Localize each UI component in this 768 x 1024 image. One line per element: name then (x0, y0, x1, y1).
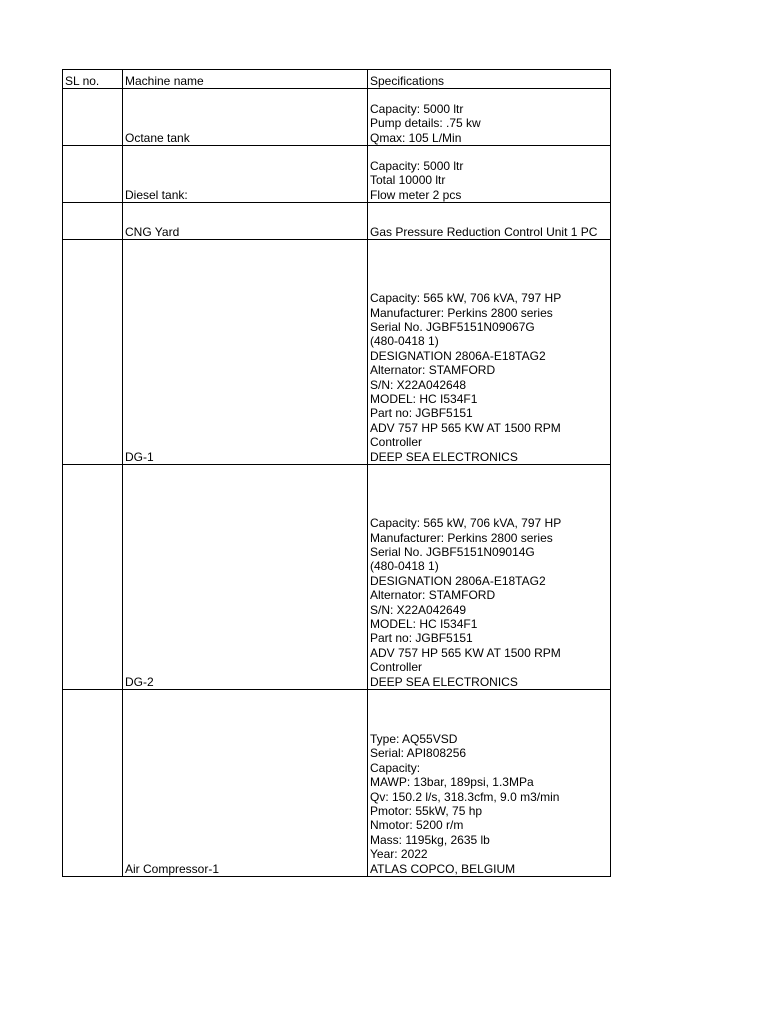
spec-line: S/N: X22A042649 (370, 602, 467, 617)
table-row (63, 203, 611, 240)
spec-line: S/N: X22A042648 (370, 377, 467, 392)
cell-machine-name: CNG Yard (123, 203, 368, 240)
table-header-row (63, 70, 611, 89)
spec-line: Part no: JGBF5151 (370, 406, 473, 421)
cell-sl-no (63, 240, 123, 465)
spec-line: Manufacturer: Perkins 2800 series (370, 305, 553, 320)
header-specifications: Specifications (368, 70, 611, 89)
cell-sl-no (63, 203, 123, 240)
cell-specifications (368, 690, 611, 877)
cell-machine-name: Octane tank (123, 89, 368, 146)
cell-specifications (368, 146, 611, 203)
spec-line: DEEP SEA ELECTRONICS (370, 449, 518, 464)
machine-spec-table (62, 69, 611, 877)
spec-line: Alternator: STAMFORD (370, 363, 496, 378)
spec-line: Total 10000 ltr (370, 173, 446, 188)
cell-sl-no (63, 690, 123, 877)
spec-line: ADV 757 HP 565 KW AT 1500 RPM (370, 420, 561, 435)
spec-line: (480-0418 1) (370, 334, 439, 349)
cell-machine-name: Air Compressor-1 (123, 690, 368, 877)
spec-line: Capacity: 565 kW, 706 kVA, 797 HP (370, 291, 562, 306)
spec-line: MAWP: 13bar, 189psi, 1.3MPa (370, 775, 534, 790)
spec-line: Capacity: 5000 ltr (370, 158, 464, 173)
spec-line: Capacity: (370, 760, 421, 775)
header-machine-name: Machine name (123, 70, 368, 89)
spec-line: Alternator: STAMFORD (370, 588, 496, 603)
cell-specifications (368, 203, 611, 240)
spec-line: Serial No. JGBF5151N09014G (370, 544, 535, 559)
spec-line: (480-0418 1) (370, 559, 439, 574)
cell-specifications (368, 89, 611, 146)
spec-line: DESIGNATION 2806A-E18TAG2 (370, 348, 546, 363)
cell-specifications (368, 465, 611, 690)
spec-line: Mass: 1195kg, 2635 lb (370, 832, 490, 847)
spec-line: Capacity: 565 kW, 706 kVA, 797 HP (370, 516, 562, 531)
spec-line: Serial: API808256 (370, 746, 467, 761)
spec-line: Capacity: 5000 ltr (370, 101, 464, 116)
cell-sl-no (63, 465, 123, 690)
cell-machine-name: Diesel tank: (123, 146, 368, 203)
spec-line: Qmax: 105 L/Min (370, 130, 462, 145)
spec-line: Pmotor: 55kW, 75 hp (370, 803, 483, 818)
spec-line: Type: AQ55VSD (370, 731, 458, 746)
spec-line: Gas Pressure Reduction Control Unit 1 PC (370, 224, 598, 239)
cell-sl-no (63, 89, 123, 146)
spec-line: Serial No. JGBF5151N09067G (370, 319, 535, 334)
table-row (63, 146, 611, 203)
spec-line: Nmotor: 5200 r/m (370, 818, 464, 833)
spec-line: Year: 2022 (370, 847, 428, 862)
spec-line: MODEL: HC I534F1 (370, 616, 478, 631)
header-sl-no: SL no. (63, 70, 123, 89)
table-row (63, 465, 611, 690)
cell-sl-no (63, 146, 123, 203)
spec-line: Part no: JGBF5151 (370, 631, 473, 646)
spec-line: ADV 757 HP 565 KW AT 1500 RPM (370, 645, 561, 660)
spec-line: Flow meter 2 pcs (370, 187, 462, 202)
spec-line: Manufacturer: Perkins 2800 series (370, 530, 553, 545)
cell-machine-name: DG-1 (123, 240, 368, 465)
spec-line: Controller (370, 660, 423, 675)
spec-line: Pump details: .75 kw (370, 116, 481, 131)
cell-specifications (368, 240, 611, 465)
spec-line: Controller (370, 435, 423, 450)
table-body (63, 89, 611, 877)
spec-line: ATLAS COPCO, BELGIUM (370, 861, 516, 876)
table-row (63, 690, 611, 877)
cell-machine-name: DG-2 (123, 465, 368, 690)
spec-line: Qv: 150.2 l/s, 318.3cfm, 9.0 m3/min (370, 789, 560, 804)
spec-line: DESIGNATION 2806A-E18TAG2 (370, 573, 546, 588)
table-row (63, 240, 611, 465)
spec-line: DEEP SEA ELECTRONICS (370, 674, 518, 689)
table-row (63, 89, 611, 146)
spec-line: MODEL: HC I534F1 (370, 391, 478, 406)
